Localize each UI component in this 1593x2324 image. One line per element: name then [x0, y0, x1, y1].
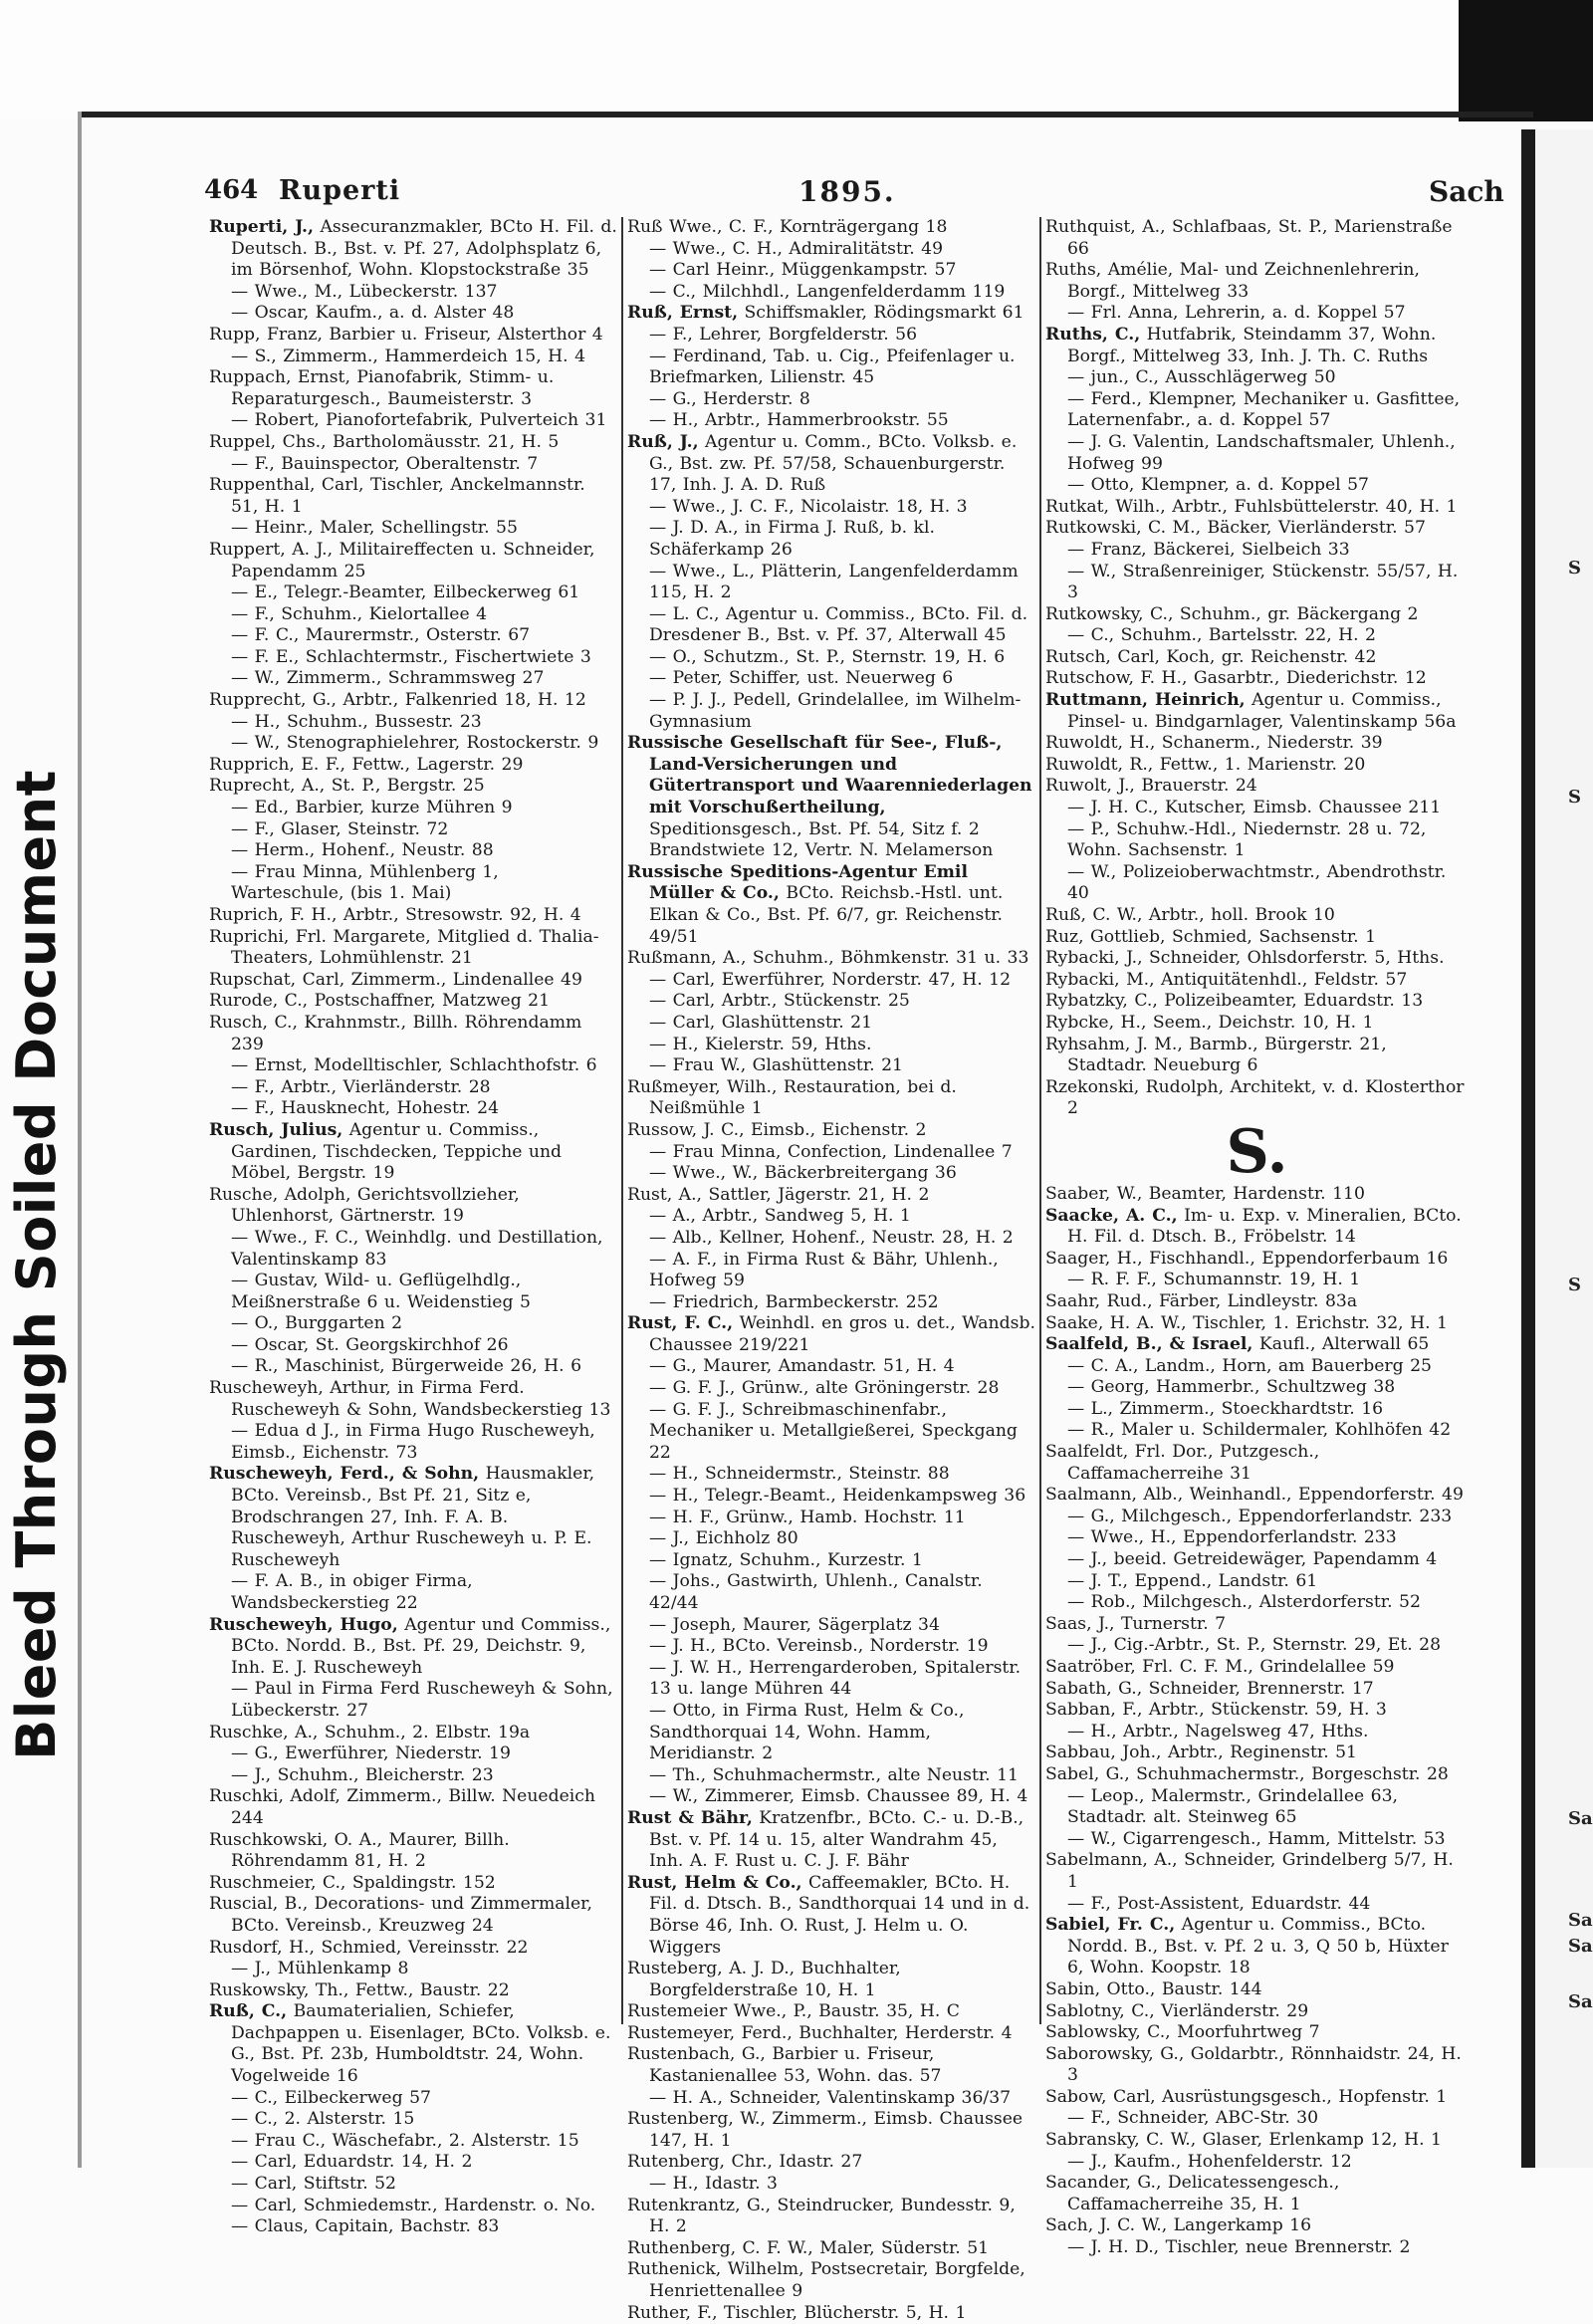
- directory-entry: Sabath, G., Schneider, Brennerstr. 17: [1045, 1678, 1374, 1699]
- directory-entry: — J. G. Valentin, Landschaftsmaler, Uhlenh., Hofweg 99: [1067, 431, 1456, 474]
- directory-entry: Ruther, F., Tischler, Blücherstr. 5, H. 1: [627, 2302, 967, 2323]
- directory-entry: Ruppenthal, Carl, Tischler, Anckelmannstr. 51, H. 1: [209, 475, 585, 517]
- directory-entry: Rust & Bähr, Kratzenfbr., BCto. C.- u. D.-B., Bst. v. Pf. 14 u. 15, alter Wandrahm 45, Inh. A. F. Rust u. C. J. F. Bähr: [627, 1807, 1024, 1872]
- directory-entry: — Wwe., L., Plätterin, Langenfelderdamm 115, H. 2: [649, 561, 1019, 603]
- directory-entry: — H., Schneidermstr., Steinstr. 88: [649, 1464, 950, 1485]
- directory-entry: Rutkowski, C. M., Bäcker, Vierländerstr. 57: [1045, 518, 1426, 539]
- directory-entry: — L., Zimmerm., Stoeckhardtstr. 16: [1067, 1398, 1384, 1419]
- directory-entry: — J. W. H., Herrengarderoben, Spitalerstr. 13 u. lange Mühren 44: [649, 1657, 1022, 1700]
- directory-entry: — Alb., Kellner, Hohenf., Neustr. 28, H. 2: [649, 1227, 1014, 1248]
- right-keyword: Sach: [1429, 175, 1504, 208]
- directory-entry: — Th., Schuhmachermstr., alte Neustr. 11: [649, 1764, 1019, 1785]
- entry-name: Ruscheweyh, Ferd., & Sohn,: [209, 1464, 480, 1485]
- directory-entry: Sablotny, C., Vierländerstr. 29: [1045, 2000, 1309, 2021]
- directory-entry: — A., Arbtr., Sandweg 5, H. 1: [649, 1206, 911, 1227]
- directory-entry: — W., Straßenreiniger, Stückenstr. 55/57, H. 3: [1067, 561, 1459, 603]
- directory-entry: — C. A., Landm., Horn, am Bauerberg 25: [1067, 1355, 1432, 1376]
- directory-entry: — S., Zimmerm., Hammerdeich 15, H. 4: [231, 346, 586, 366]
- directory-entry: — Paul in Firma Ferd Ruscheweyh & Sohn, Lübeckerstr. 27: [231, 1679, 613, 1721]
- directory-entry: Rurode, C., Postschaffner, Matzweg 21: [209, 991, 551, 1012]
- directory-entry: Ruz, Gottlieb, Schmied, Sachsenstr. 1: [1045, 926, 1377, 947]
- directory-entry: Saake, H. A. W., Tischler, 1. Erichstr. 32, H. 1: [1045, 1312, 1448, 1333]
- directory-entry: — Leop., Malermstr., Grindelallee 63, Stadtadr. alt. Steinweg 65: [1067, 1785, 1399, 1828]
- directory-entry: — J. H. D., Tischler, neue Brennerstr. 2: [1067, 2237, 1411, 2258]
- directory-entry: — F., Glaser, Steinstr. 72: [231, 818, 449, 839]
- directory-entry: — F., Lehrer, Borgfelderstr. 56: [649, 324, 918, 345]
- directory-entry: Sabin, Otto., Baustr. 144: [1045, 1978, 1262, 1999]
- directory-entry: Rzekonski, Rudolph, Architekt, v. d. Klosterthor 2: [1045, 1076, 1465, 1119]
- directory-entry: — F. A. B., in obiger Firma, Wandsbeckerstieg 22: [231, 1571, 473, 1613]
- directory-entry: Rußmeyer, Wilh., Restauration, bei d. Neißmühle 1: [627, 1076, 957, 1119]
- directory-entry: — W., Zimmerm., Schrammsweg 27: [231, 668, 545, 689]
- directory-entry: Rust, F. C., Weinhdl. en gros u. det., Wandsb. Chaussee 219/221: [627, 1313, 1035, 1355]
- entry-name: Rust & Bähr,: [627, 1807, 753, 1828]
- directory-entry: Rupschat, Carl, Zimmerm., Lindenallee 49: [209, 969, 582, 990]
- next-page-fragment: Sa: [1568, 1991, 1593, 2012]
- directory-entry: — J., Mühlenkamp 8: [231, 1959, 409, 1979]
- directory-entry: Saahr, Rud., Färber, Lindleystr. 83a: [1045, 1290, 1358, 1311]
- directory-column-3: [1045, 217, 1469, 2259]
- directory-entry: Ruß, C., Baumaterialien, Schiefer, Dachpappen u. Eisenlager, BCto. Volksb. e. G., Bst. Pf. 23b, Humboldtstr. 24, Wohn. Vogelweide 16: [209, 2001, 611, 2087]
- directory-entry: Saborowsky, G., Goldarbtr., Rönnhaidstr. 24, H. 3: [1045, 2043, 1462, 2086]
- directory-entry: — W., Cigarrengesch., Hamm, Mittelstr. 53: [1067, 1828, 1446, 1849]
- directory-entry: Saager, H., Fischhandl., Eppendorferbaum 16: [1045, 1248, 1449, 1269]
- directory-entry: Rybacki, M., Antiquitätenhdl., Feldstr. 57: [1045, 969, 1408, 990]
- directory-entry: Russische Speditions-Agentur Emil Müller & Co., BCto. Reichsb.-Hstl. unt. Elkan & Co., Bst. Pf. 6/7, gr. Reichenstr. 49/51: [627, 861, 1004, 947]
- directory-entry: — H. F., Grünw., Hamb. Hochstr. 11: [649, 1507, 966, 1527]
- section-letter: S.: [1226, 1116, 1288, 1187]
- directory-entry: Ruprecht, A., St. P., Bergstr. 25: [209, 776, 485, 797]
- next-page-fragment: Sa: [1568, 1808, 1593, 1829]
- directory-entry: — Rob., Milchgesch., Alsterdorferstr. 52: [1067, 1592, 1421, 1613]
- directory-entry: — Oscar, Kaufm., a. d. Alster 48: [231, 303, 515, 324]
- directory-entry: — Franz, Bäckerei, Sielbeich 33: [1067, 539, 1350, 560]
- entry-name: Russische Speditions-Agentur Emil Müller & Co.,: [627, 861, 968, 904]
- directory-entry: — Ed., Barbier, kurze Mühren 9: [231, 798, 513, 818]
- directory-entry: — J. H. C., Kutscher, Eimsb. Chaussee 211: [1067, 798, 1442, 818]
- entry-name: Ruperti, J.,: [209, 217, 314, 237]
- scan-background-dark: [1459, 0, 1593, 121]
- directory-entry: — G. F. J., Schreibmaschinenfabr., Mechaniker u. Metallgießerei, Speckgang 22: [649, 1399, 1018, 1463]
- directory-entry: — C., 2. Alsterstr. 15: [231, 2109, 415, 2130]
- directory-entry: — O., Burggarten 2: [231, 1313, 403, 1334]
- directory-entry: — J., Eichholz 80: [649, 1528, 798, 1549]
- directory-entry: — J. H., BCto. Vereinsb., Norderstr. 19: [649, 1636, 989, 1657]
- directory-entry: Saas, J., Turnerstr. 7: [1045, 1613, 1227, 1634]
- entry-name: Rust, Helm & Co.,: [627, 1872, 802, 1893]
- directory-entry: Ruprich, F. H., Arbtr., Stresowstr. 92, H. 4: [209, 905, 581, 925]
- directory-entry: Rusdorf, H., Schmied, Vereinsstr. 22: [209, 1937, 529, 1958]
- directory-entry: Rust, A., Sattler, Jägerstr. 21, H. 2: [627, 1184, 930, 1205]
- directory-entry: Ruths, C., Hutfabrik, Steindamm 37, Wohn. Borgf., Mittelweg 33, Inh. J. Th. C. Ruths: [1045, 324, 1437, 366]
- directory-entry: — Carl Heinr., Müggenkampstr. 57: [649, 260, 957, 281]
- directory-entry: — Frl. Anna, Lehrerin, a. d. Koppel 57: [1067, 303, 1406, 324]
- directory-entry: Ruscial, B., Decorations- und Zimmermaler, BCto. Vereinsb., Kreuzweg 24: [209, 1894, 592, 1936]
- directory-entry: Rutschow, F. H., Gasarbtr., Diederichstr. 12: [1045, 668, 1427, 689]
- directory-entry: Rutkowsky, C., Schuhm., gr. Bäckergang 2: [1045, 603, 1419, 624]
- next-page-fragment: S: [1568, 558, 1581, 579]
- directory-entry: Rybatzky, C., Polizeibeamter, Eduardstr. 13: [1045, 991, 1424, 1012]
- directory-entry: — H., Arbtr., Nagelsweg 47, Hths.: [1067, 1721, 1369, 1742]
- directory-entry: Rusche, Adolph, Gerichtsvollzieher, Uhlenhorst, Gärtnerstr. 19: [209, 1184, 520, 1227]
- directory-entry: Saaber, W., Beamter, Hardenstr. 110: [1045, 1183, 1365, 1204]
- directory-entry: Ruppel, Chs., Bartholomäusstr. 21, H. 5: [209, 431, 560, 452]
- left-keyword: Ruperti: [279, 175, 401, 206]
- directory-entry: — F., Post-Assistent, Eduardstr. 44: [1067, 1893, 1371, 1914]
- directory-entry: Sabelmann, A., Schneider, Grindelberg 5/7, H. 1: [1045, 1850, 1454, 1892]
- directory-entry: Ruthquist, A., Schlafbaas, St. P., Marienstraße 66: [1045, 217, 1453, 259]
- directory-entry: Saatröber, Frl. C. F. M., Grindelallee 59: [1045, 1657, 1395, 1677]
- directory-entry: — H. A., Schneider, Valentinskamp 36/37: [649, 2087, 1012, 2108]
- soiled-document-stamp: [0, 747, 72, 1782]
- directory-entry: — R. F. F., Schumannstr. 19, H. 1: [1067, 1270, 1361, 1290]
- directory-entry: Ruß, J., Agentur u. Comm., BCto. Volksb. e. G., Bst. zw. Pf. 57/58, Schauenburgerstr. 17, Inh. J. A. D. Ruß: [627, 431, 1018, 496]
- directory-entry: Ruthenick, Wilhelm, Postsecretair, Borgfelde, Henriettenallee 9: [627, 2259, 1025, 2301]
- directory-entry: — H., Schuhm., Bussestr. 23: [231, 711, 482, 732]
- directory-entry: Sach, J. C. W., Langerkamp 16: [1045, 2215, 1312, 2236]
- entry-name: Russische Gesellschaft für See-, Fluß-, Land-Versicherungen und Gütertransport und Waarenniederlagen mit Vorschußertheilung,: [627, 733, 1032, 818]
- directory-entry: — Frau W., Glashüttenstr. 21: [649, 1055, 903, 1076]
- directory-entry: Sabban, F., Arbtr., Stückenstr. 59, H. 3: [1045, 1700, 1387, 1721]
- directory-entry: — P., Schuhw.-Hdl., Niedernstr. 28 u. 72, Wohn. Sachsenstr. 1: [1067, 818, 1427, 861]
- directory-entry: — Otto, in Firma Rust, Helm & Co., Sandthorquai 14, Wohn. Hamm, Meridianstr. 2: [649, 1700, 965, 1764]
- directory-column-1: [209, 217, 617, 2238]
- directory-entry: — Ignatz, Schuhm., Kurzestr. 1: [649, 1549, 923, 1570]
- entry-name: Ruscheweyh, Hugo,: [209, 1614, 398, 1635]
- directory-entry: — Oscar, St. Georgskirchhof 26: [231, 1334, 509, 1355]
- directory-entry: Ruß Wwe., C. F., Kornträgergang 18: [627, 217, 948, 237]
- directory-entry: — R., Maler u. Schildermaler, Kohlhöfen 42: [1067, 1420, 1452, 1441]
- directory-entry: — jun., C., Ausschlägerweg 50: [1067, 367, 1336, 388]
- directory-entry: — C., Milchhdl., Langenfelderdamm 119: [649, 281, 1006, 302]
- directory-entry: Rustemeier Wwe., P., Baustr. 35, H. C: [627, 2001, 960, 2022]
- directory-entry: Ruwoldt, H., Schanerm., Niederstr. 39: [1045, 733, 1383, 754]
- directory-entry: Rybcke, H., Seem., Deichstr. 10, H. 1: [1045, 1012, 1374, 1033]
- directory-entry: — Carl, Ewerführer, Norderstr. 47, H. 12: [649, 969, 1012, 990]
- directory-entry: Ruppach, Ernst, Pianofabrik, Stimm- u. Reparaturgesch., Baumeisterstr. 3: [209, 367, 555, 409]
- directory-entry: — F., Bauinspector, Oberaltenstr. 7: [231, 453, 539, 474]
- entry-name: Ruß, Ernst,: [627, 303, 739, 324]
- directory-entry: — Otto, Klempner, a. d. Koppel 57: [1067, 475, 1369, 496]
- directory-entry: Ruschmeier, C., Spaldingstr. 152: [209, 1872, 496, 1893]
- directory-entry: — Wwe., H., Eppendorferlandstr. 233: [1067, 1527, 1397, 1548]
- directory-entry: — Carl, Stiftstr. 52: [231, 2174, 396, 2195]
- directory-entry: Sabiel, Fr. C., Agentur u. Commiss., BCto. Nordd. B., Bst. v. Pf. 2 u. 3, Q 50 b, Hüxter 6, Wohn. Koopstr. 18: [1045, 1915, 1449, 1978]
- directory-entry: — J. T., Eppend., Landstr. 61: [1067, 1570, 1318, 1591]
- directory-entry: — Ferd., Klempner, Mechaniker u. Gasfittee, Laternenfabr., a. d. Koppel 57: [1067, 388, 1461, 431]
- column-rule: [621, 217, 623, 2024]
- page-left-edge: [78, 112, 82, 2168]
- directory-entry: Rybacki, J., Schneider, Ohlsdorferstr. 5, Hths.: [1045, 948, 1445, 969]
- next-page-fragment: Sa: [1568, 1910, 1593, 1931]
- directory-entry: — F., Schuhm., Kielortallee 4: [231, 603, 488, 624]
- directory-entry: Rupp, Franz, Barbier u. Friseur, Alsterthor 4: [209, 324, 603, 345]
- directory-entry: Ruttmann, Heinrich, Agentur u. Commiss., Pinsel- u. Bindgarnlager, Valentinskamp 56a: [1045, 690, 1457, 732]
- directory-entry: — Ernst, Modelltischler, Schlachthofstr. 6: [231, 1055, 597, 1076]
- page-header: [204, 175, 1504, 215]
- directory-entry: — P. J. J., Pedell, Grindelallee, im Wilhelm-Gymnasium: [649, 690, 1022, 732]
- directory-entry: Rusch, Julius, Agentur u. Commiss., Gardinen, Tischdecken, Teppiche und Möbel, Bergstr. 19: [209, 1119, 563, 1184]
- entry-name: Sabiel, Fr. C.,: [1045, 1915, 1176, 1936]
- directory-entry: — Joseph, Maurer, Sägerplatz 34: [649, 1614, 940, 1635]
- directory-entry: Rupprich, E. F., Fettw., Lagerstr. 29: [209, 754, 524, 775]
- directory-entry: Sacander, G., Delicatessengesch., Caffamacherreihe 35, H. 1: [1045, 2173, 1340, 2214]
- directory-entry: — Carl, Glashüttenstr. 21: [649, 1012, 873, 1033]
- directory-entry: — G., Maurer, Amandastr. 51, H. 4: [649, 1356, 955, 1377]
- directory-entry: — G. F. J., Grünw., alte Gröningerstr. 28: [649, 1378, 1000, 1399]
- directory-entry: — Heinr., Maler, Schellingstr. 55: [231, 518, 518, 539]
- next-page-fragment: S: [1568, 787, 1581, 808]
- entry-name: Saacke, A. C.,: [1045, 1205, 1178, 1226]
- directory-entry: Ruths, Amélie, Mal- und Zeichnenlehrerin, Borgf., Mittelweg 33: [1045, 260, 1420, 302]
- directory-entry: Sablowsky, C., Moorfuhrtweg 7: [1045, 2022, 1320, 2043]
- next-page-fragment: S: [1568, 1275, 1581, 1295]
- directory-entry: — W., Stenographielehrer, Rostockerstr. 9: [231, 733, 599, 754]
- entry-name: Rusch, Julius,: [209, 1119, 343, 1140]
- directory-entry: — Friedrich, Barmbeckerstr. 252: [649, 1291, 939, 1312]
- directory-entry: Sabransky, C. W., Glaser, Erlenkamp 12, H. 1: [1045, 2130, 1442, 2151]
- page-top-edge: [80, 112, 1533, 117]
- directory-entry: — Robert, Pianofortefabrik, Pulverteich 31: [231, 410, 607, 431]
- directory-entry: — F. E., Schlachtermstr., Fischertwiete 3: [231, 646, 591, 667]
- directory-entry: — Wwe., J. C. F., Nicolaistr. 18, H. 3: [649, 496, 968, 517]
- directory-entry: — H., Idastr. 3: [649, 2174, 778, 2195]
- directory-entry: Ruthenberg, C. F. W., Maler, Süderstr. 51: [627, 2237, 990, 2258]
- directory-entry: — H., Telegr.-Beamt., Heidenkampsweg 36: [649, 1486, 1026, 1507]
- directory-entry: — G., Herderstr. 8: [649, 388, 810, 409]
- entry-name: Ruß, J.,: [627, 431, 699, 452]
- directory-entry: — Georg, Hammerbr., Schultzweg 38: [1067, 1377, 1396, 1398]
- directory-entry: Sabbau, Joh., Arbtr., Reginenstr. 51: [1045, 1743, 1357, 1763]
- year-title: 1895.: [798, 175, 896, 208]
- next-page-strip: [1535, 129, 1593, 2168]
- directory-entry: Ruskowsky, Th., Fettw., Baustr. 22: [209, 1979, 510, 2000]
- directory-entry: Rupprecht, G., Arbtr., Falkenried 18, H. 12: [209, 690, 586, 711]
- directory-entry: Ruscheweyh, Arthur, in Firma Ferd. Ruscheweyh & Sohn, Wandsbeckerstieg 13: [209, 1378, 611, 1420]
- directory-entry: — J., Schuhm., Bleicherstr. 23: [231, 1764, 494, 1785]
- directory-entry: — Frau Minna, Confection, Lindenallee 7: [649, 1141, 1013, 1162]
- directory-entry: — J. D. A., in Firma J. Ruß, b. kl. Schäferkamp 26: [649, 518, 935, 560]
- binding-gutter: [1521, 129, 1535, 2168]
- directory-entry: — Wwe., W., Bäckerbreitergang 36: [649, 1163, 957, 1184]
- directory-entry: — Carl, Schmiedemstr., Hardenstr. o. No.: [231, 2195, 596, 2215]
- directory-entry: Rutsch, Carl, Koch, gr. Reichenstr. 42: [1045, 646, 1377, 667]
- directory-entry: Ruprichi, Frl. Margarete, Mitglied d. Thalia-Theaters, Lohmühlenstr. 21: [209, 926, 599, 969]
- column-rule: [1039, 217, 1041, 2024]
- directory-entry: Sabel, G., Schuhmachermstr., Borgeschstr. 28: [1045, 1763, 1449, 1784]
- directory-entry: — Edua d J., in Firma Hugo Ruscheweyh, Eimsb., Eichenstr. 73: [231, 1421, 595, 1463]
- directory-entry: — H., Kielerstr. 59, Hths.: [649, 1034, 872, 1054]
- directory-entry: Saacke, A. C., Im- u. Exp. v. Mineralien, BCto. H. Fil. d. Dtsch. B., Fröbelstr. 14: [1045, 1205, 1462, 1248]
- directory-entry: — J., Cig.-Arbtr., St. P., Sternstr. 29, Et. 28: [1067, 1635, 1442, 1656]
- directory-entry: Saalfeld, B., & Israel, Kaufl., Alterwall 65: [1045, 1334, 1430, 1355]
- directory-entry: — Peter, Schiffer, ust. Neuerweg 6: [649, 668, 954, 689]
- directory-entry: Ryhsahm, J. M., Barmb., Bürgerstr. 21, Stadtadr. Neueburg 6: [1045, 1034, 1387, 1076]
- directory-entry: Ruß, C. W., Arbtr., holl. Brook 10: [1045, 905, 1335, 925]
- directory-entry: — Frau Minna, Mühlenberg 1, Warteschule, (bis 1. Mai): [231, 861, 499, 904]
- directory-entry: — O., Schutzm., St. P., Sternstr. 19, H. 6: [649, 646, 1006, 667]
- directory-entry: Ruperti, J., Assecuranzmakler, BCto H. Fil. d. Deutsch. B., Bst. v. Pf. 27, Adolphsplatz 6, im Börsenhof, Wohn. Klopstockstraße 35: [209, 217, 617, 281]
- directory-entry: Ruschki, Adolf, Zimmerm., Billw. Neuedeich 244: [209, 1786, 595, 1828]
- page-number: 464: [204, 175, 259, 205]
- entry-name: Rust, F. C.,: [627, 1313, 734, 1334]
- directory-entry: Ruwolt, J., Brauerstr. 24: [1045, 776, 1257, 797]
- directory-entry: — C., Eilbeckerweg 57: [231, 2087, 431, 2108]
- directory-entry: — Carl, Arbtr., Stückenstr. 25: [649, 991, 910, 1012]
- directory-entry: — J., Kaufm., Hohenfelderstr. 12: [1067, 2151, 1352, 2172]
- directory-entry: Rusteberg, A. J. D., Buchhalter, Borgfelderstraße 10, H. 1: [627, 1959, 901, 2000]
- directory-entry: — J., beeid. Getreidewäger, Papendamm 4: [1067, 1549, 1438, 1570]
- directory-entry: — R., Maschinist, Bürgerweide 26, H. 6: [231, 1356, 582, 1377]
- directory-entry: Ruscheweyh, Hugo, Agentur und Commiss., BCto. Nordd. B., Bst. Pf. 29, Deichstr. 9, Inh. E. J. Ruscheweyh: [209, 1614, 611, 1678]
- directory-entry: — F. C., Maurermstr., Osterstr. 67: [231, 625, 531, 646]
- directory-entry: Ruscheweyh, Ferd., & Sohn, Hausmakler, BCto. Vereinsb., Bst Pf. 21, Sitz e, Brodschrangen 27, Inh. F. A. B. Ruscheweyh, Arthur Ruscheweyh u. P. E. Ruscheweyh: [209, 1464, 595, 1570]
- directory-entry: Rutenkrantz, G., Steindrucker, Bundesstr. 9, H. 2: [627, 2195, 1016, 2237]
- entry-name: Ruths, C.,: [1045, 324, 1141, 345]
- directory-entry: Rust, Helm & Co., Caffeemakler, BCto. H. Fil. d. Dtsch. B., Sandthorquai 14 und in d. Börse 46, Inh. O. Rust, J. Helm u. O. Wiggers: [627, 1872, 1030, 1958]
- directory-entry: Rustenberg, W., Zimmerm., Eimsb. Chaussee 147, H. 1: [627, 2109, 1024, 2151]
- directory-entry: — Johs., Gastwirth, Uhlenh., Canalstr. 42/44: [649, 1571, 983, 1613]
- directory-entry: — Claus, Capitain, Bachstr. 83: [231, 2216, 500, 2237]
- directory-entry: — Wwe., C. H., Admiralitätstr. 49: [649, 238, 944, 259]
- directory-entry: Russow, J. C., Eimsb., Eichenstr. 2: [627, 1119, 927, 1140]
- directory-entry: — F., Hausknecht, Hohestr. 24: [231, 1098, 500, 1119]
- directory-entry: Ruwoldt, R., Fettw., 1. Marienstr. 20: [1045, 754, 1366, 775]
- next-page-fragment: Sa: [1568, 1936, 1593, 1957]
- directory-entry: Rutenberg, Chr., Idastr. 27: [627, 2152, 863, 2173]
- directory-entry: Rusch, C., Krahnmstr., Billh. Röhrendamm 239: [209, 1012, 582, 1054]
- directory-entry: — Wwe., M., Lübeckerstr. 137: [231, 281, 498, 302]
- directory-entry: Rutkat, Wilh., Arbtr., Fuhlsbüttelerstr. 40, H. 1: [1045, 496, 1458, 517]
- entry-name: Saalfeld, B., & Israel,: [1045, 1334, 1253, 1355]
- directory-entry: — W., Polizeioberwachtmstr., Abendrothstr. 40: [1067, 861, 1447, 904]
- directory-entry: Rustenbach, G., Barbier u. Friseur, Kastanienallee 53, Wohn. das. 57: [627, 2044, 942, 2087]
- directory-entry: — G., Milchgesch., Eppendorferlandstr. 233: [1067, 1506, 1453, 1526]
- scan-background: [0, 0, 1593, 119]
- directory-entry: — L. C., Agentur u. Commiss., BCto. Fil. d. Dresdener B., Bst. v. Pf. 37, Alterwall 45: [649, 603, 1028, 646]
- directory-entry: Sabow, Carl, Ausrüstungsgesch., Hopfenstr. 1: [1045, 2086, 1448, 2107]
- directory-entry: Ruppert, A. J., Militaireffecten u. Schneider, Papendamm 25: [209, 539, 595, 581]
- directory-column-2: [627, 217, 1035, 2324]
- directory-entry: — C., Schuhm., Bartelsstr. 22, H. 2: [1067, 625, 1376, 646]
- directory-entry: — Herm., Hohenf., Neustr. 88: [231, 840, 494, 861]
- directory-entry: — Ferdinand, Tab. u. Cig., Pfeifenlager u. Briefmarken, Lilienstr. 45: [649, 346, 1016, 388]
- directory-entry: — Wwe., F. C., Weinhdlg. und Destillation, Valentinskamp 83: [231, 1227, 603, 1270]
- directory-entry: — H., Arbtr., Hammerbrookstr. 55: [649, 410, 949, 431]
- directory-entry: Saalfeldt, Frl. Dor., Putzgesch., Caffamacherreihe 31: [1045, 1442, 1320, 1484]
- directory-entry: Russische Gesellschaft für See-, Fluß-, Land-Versicherungen und Gütertransport und Waarenniederlagen mit Vorschußertheilung, Speditionsgesch., Bst. Pf. 54, Sitz f. 2 Brandstwiete 12, Vertr. N. Melamerson: [627, 733, 1032, 861]
- directory-entry: — A. F., in Firma Rust & Bähr, Uhlenh., Hofweg 59: [649, 1249, 999, 1291]
- directory-entry: — W., Zimmerer, Eimsb. Chaussee 89, H. 4: [649, 1786, 1028, 1807]
- directory-entry: — F., Arbtr., Vierländerstr. 28: [231, 1076, 491, 1097]
- directory-entry: Rustemeyer, Ferd., Buchhalter, Herderstr. 4: [627, 2022, 1013, 2043]
- directory-entry: — F., Schneider, ABC-Str. 30: [1067, 2108, 1319, 2129]
- directory-entry: Saalmann, Alb., Weinhandl., Eppendorferstr. 49: [1045, 1485, 1464, 1506]
- directory-entry: — E., Telegr.-Beamter, Eilbeckerweg 61: [231, 582, 580, 603]
- entry-name: Ruttmann, Heinrich,: [1045, 690, 1246, 711]
- directory-entry: — G., Ewerführer, Niederstr. 19: [231, 1743, 511, 1764]
- directory-entry: Ruß, Ernst, Schiffsmakler, Rödingsmarkt 61: [627, 303, 1024, 324]
- directory-entry: Ruschkowski, O. A., Maurer, Billh. Röhrendamm 81, H. 2: [209, 1829, 510, 1872]
- directory-entry: — Carl, Eduardstr. 14, H. 2: [231, 2152, 473, 2173]
- directory-entry: Ruschke, A., Schuhm., 2. Elbstr. 19a: [209, 1722, 531, 1743]
- directory-entry: — Frau C., Wäschefabr., 2. Alsterstr. 15: [231, 2130, 579, 2151]
- stamp-text: Bleed Through Soiled Document: [4, 769, 68, 1760]
- entry-name: Ruß, C.,: [209, 2001, 288, 2022]
- directory-entry: Rußmann, A., Schuhm., Böhmkenstr. 31 u. 33: [627, 948, 1029, 969]
- directory-entry: — Gustav, Wild- u. Geflügelhdlg., Meißnerstraße 6 u. Weidenstieg 5: [231, 1271, 531, 1312]
